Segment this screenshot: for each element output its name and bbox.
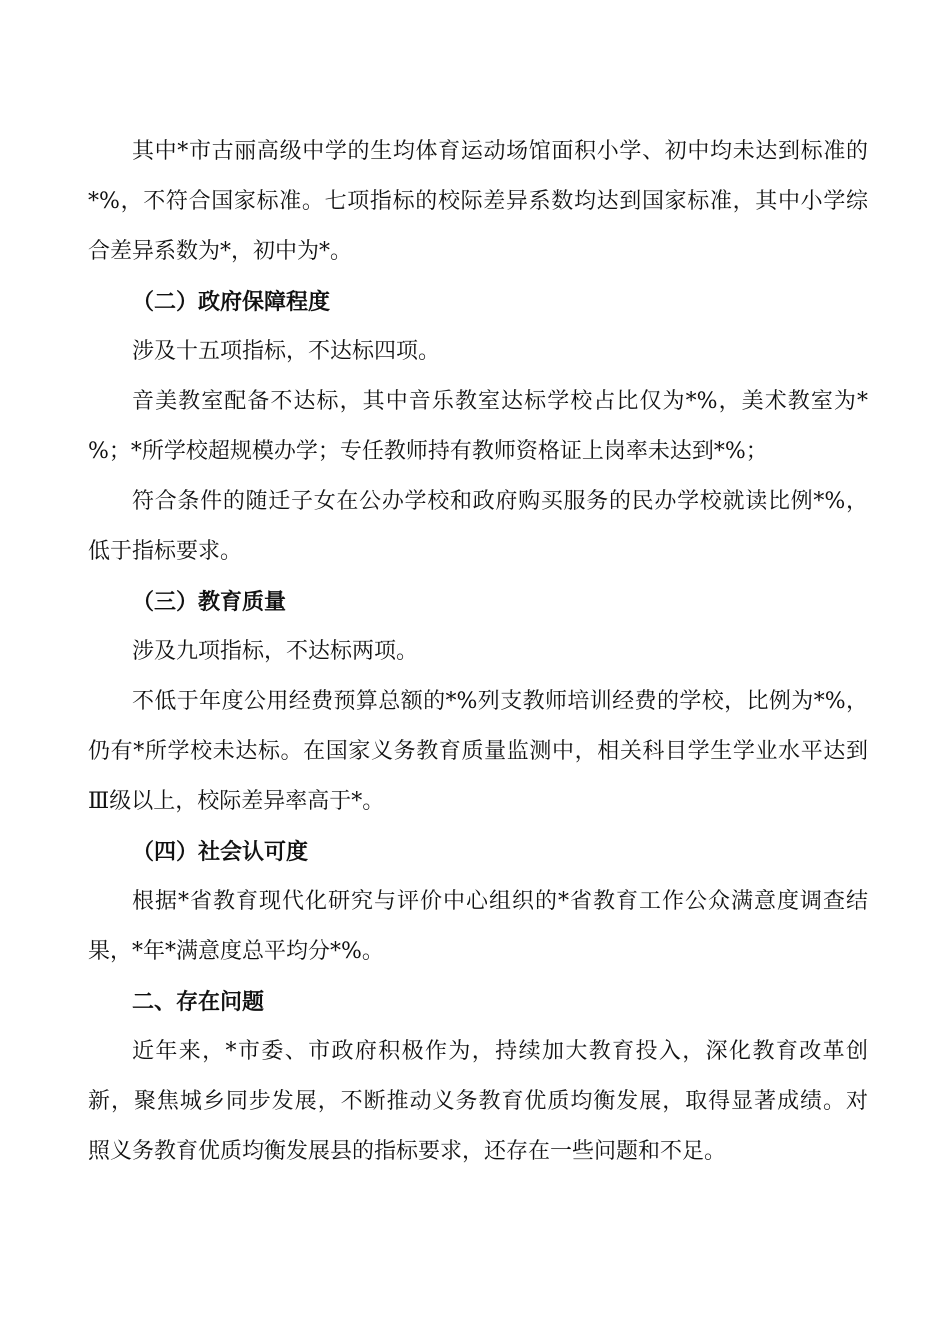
paragraph-line: 涉及十五项指标，不达标四项。 (132, 339, 441, 364)
paragraph-line: 近年来，*市委、市政府积极作为，持续加大教育投入，深化教育改革创 (132, 1039, 868, 1064)
paragraph-line: *%，不符合国家标准。七项指标的校际差异系数均达到国家标准，其中小学综 (88, 189, 868, 214)
paragraph-line: 根据*省教育现代化研究与评价中心组织的*省教育工作公众满意度调查结 (132, 889, 868, 914)
paragraph-line: 不低于年度公用经费预算总额的*%列支教师培训经费的学校，比例为*%， (132, 689, 868, 714)
section-heading: （四）社会认可度 (132, 839, 309, 865)
section-heading: 二、存在问题 (132, 989, 265, 1015)
paragraph-line: 符合条件的随迁子女在公办学校和政府购买服务的民办学校就读比例*%， (132, 489, 868, 514)
paragraph-line: 低于指标要求。 (88, 539, 243, 564)
paragraph-line: 照义务教育优质均衡发展县的指标要求，还存在一些问题和不足。 (88, 1139, 727, 1164)
section-heading: （二）政府保障程度 (132, 289, 331, 315)
paragraph-line: %；*所学校超规模办学；专任教师持有教师资格证上岗率未达到*%； (88, 439, 768, 464)
paragraph-line: 新，聚焦城乡同步发展，不断推动义务教育优质均衡发展，取得显著成绩。对 (88, 1089, 868, 1114)
paragraph-line: 果，*年*满意度总平均分*%。 (88, 939, 384, 964)
paragraph-line: 音美教室配备不达标，其中音乐教室达标学校占比仅为*%，美术教室为* (132, 389, 868, 414)
paragraph-line: 合差异系数为*，初中为*。 (88, 239, 353, 264)
paragraph-line: 仍有*所学校未达标。在国家义务教育质量监测中，相关科目学生学业水平达到 (88, 739, 868, 764)
paragraph-line: 涉及九项指标，不达标两项。 (132, 639, 419, 664)
paragraph-line: 其中*市古丽高级中学的生均体育运动场馆面积小学、初中均未达到标准的 (132, 139, 868, 164)
paragraph-line: Ⅲ级以上，校际差异率高于*。 (88, 789, 385, 814)
section-heading: （三）教育质量 (132, 589, 287, 615)
